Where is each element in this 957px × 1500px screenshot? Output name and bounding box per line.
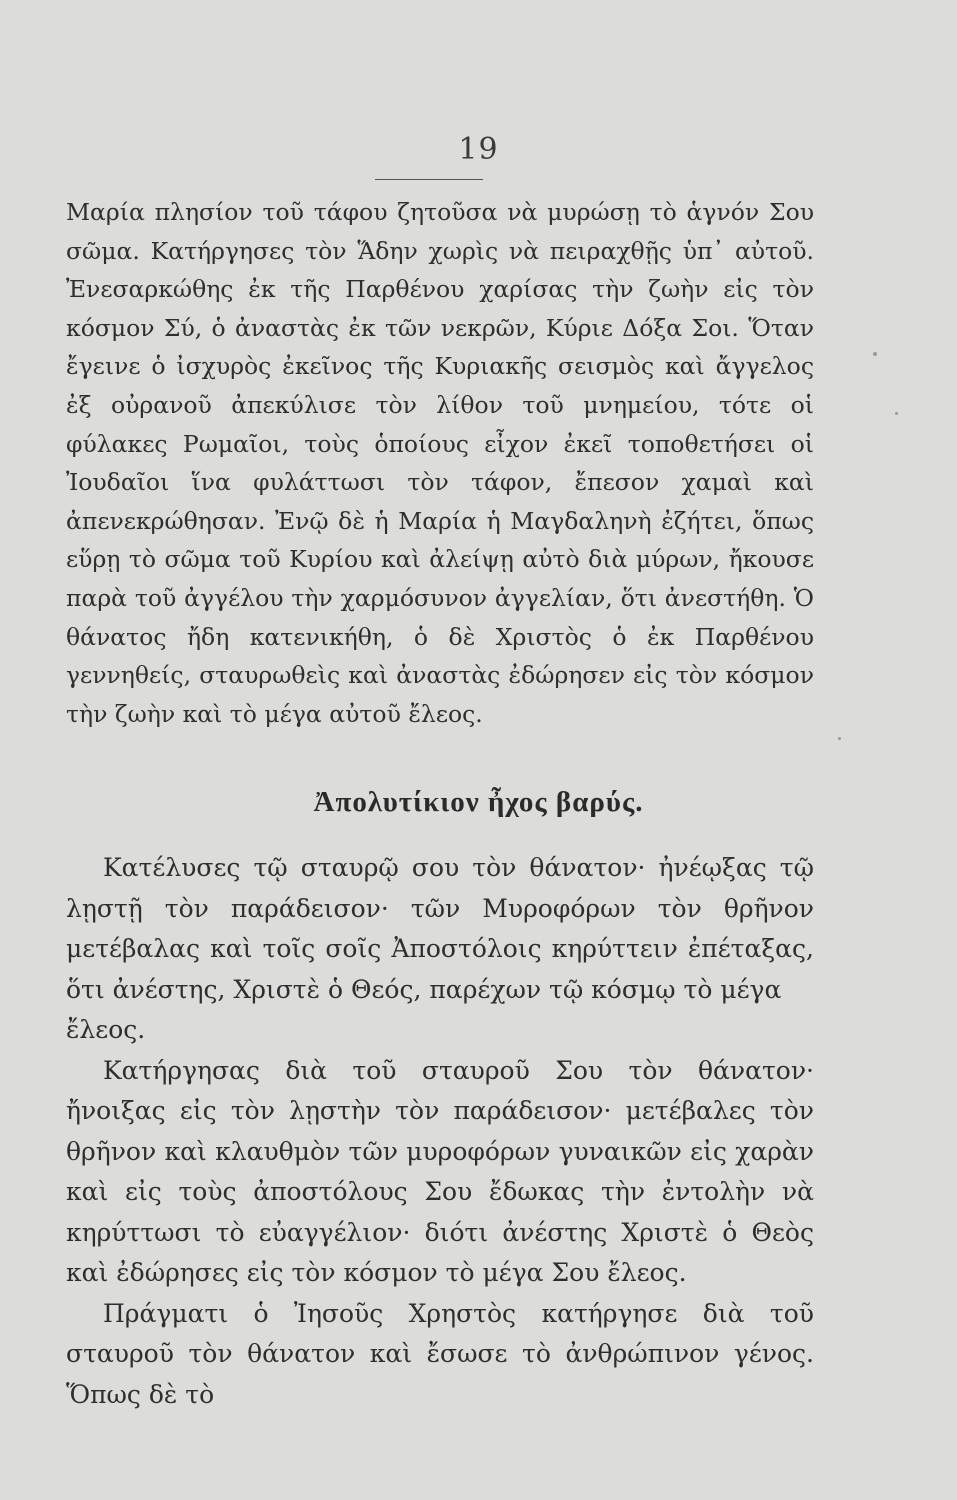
hymn-paragraph: Κατέλυσες τῷ σταυρῷ σου τὸν θάνατον· ἠνέῳξας τῷ λῃστῇ τὸν παράδεισον· τῶν Μυροφόρων τὸν θρῆνον μετέβαλας καὶ τοῖς σοῖς Ἀποστόλοις κηρύττειν ἐπέταξας, ὅτι ἀνέστης, Χριστὲ ὁ Θεός, παρέχων τῷ κόσμῳ τὸ μέγα	[66, 853, 814, 1004]
paraphrase-paragraph: Κατήργησας διὰ τοῦ σταυροῦ Σου τὸν θάνατον· ἤνοιξας εἰς τὸν λῃστὴν τὸν παράδεισον· μετέβαλες τὸν θρῆνον καὶ κλαυθμὸν τῶν μυροφόρων γυναικῶν εἰς χαρὰν καὶ εἰς τοὺς ἀποστόλους Σου ἔδωκας τὴν ἐντολὴν νὰ κηρύττωσι τὸ εὐαγγέλιον· διότι ἀνέστης Χριστὲ ὁ Θεὸς καὶ ἐδώρησες εἰς τὸν κόσμον τὸ μέγα Σου ἔλεος.	[66, 1055, 814, 1287]
page-number: 19	[458, 132, 499, 167]
final-paragraph: Πράγματι ὁ Ἰησοῦς Χρηστὸς κατήργησε διὰ τοῦ σταυροῦ τὸν θάνατον καὶ ἔσωσε τὸ ἀνθρώπινον γένος. Ὅπως δὲ τὸ	[66, 1298, 814, 1409]
paper-speck	[895, 412, 898, 415]
top-paragraph: Μαρία πλησίον τοῦ τάφου ζητοῦσα νὰ μυρώσῃ τὸ ἁγνόν Σου σῶμα. Κατήργησες τὸν Ἅδην χωρὶς νὰ πειραχθῇς ὑπ᾽ αὐτοῦ. Ἐνεσαρκώθης ἐκ τῆς Παρθένου χαρίσας τὴν ζωὴν εἰς τὸν κόσμον Σύ, ὁ ἀναστὰς ἐκ τῶν νεκρῶν, Κύριε Δόξα Σοι. Ὅταν ἔγεινε ὁ ἰσχυρὸς ἐκεῖνος τῆς Κυριακῆς σεισμὸς καὶ ἄγγελος ἐξ οὐρανοῦ ἀπεκύλισε τὸν λίθον τοῦ μνημείου, τότε οἱ φύλακες Ρωμαῖοι, τοὺς ὁποίους εἶχον ἐκεῖ τοποθετήσει οἱ Ἰουδαῖοι ἵνα φυλάττωσι τὸν τάφον, ἔπεσον χαμαὶ καὶ ἀπενεκρώθησαν. Ἐνῷ δὲ ἡ Μαρία ἡ Μαγδαληνὴ ἐζήτει, ὅπως εὕρῃ τὸ σῶμα τοῦ Κυρίου καὶ ἀλείψῃ αὐτὸ διὰ μύρων, ἤκουσε παρὰ τοῦ ἀγγέλου τὴν χαρμόσυνον ἀγγελίαν, ὅτι ἀνεστήθη. Ὁ θάνατος ἤδη κατενικήθη, ὁ δὲ Χριστὸς ὁ ἐκ Παρθένου γεννηθείς, σταυρωθεὶς καὶ ἀναστὰς ἐδώρησεν εἰς τὸν κόσμον τὴν ζωὴν καὶ τὸ μέγα αὐτοῦ ἔλεος.	[66, 198, 814, 728]
page-number-rule	[375, 179, 483, 180]
section-heading: Ἀπολυτίκιον ἦχος βαρύς.	[313, 786, 644, 818]
hymn-last-line: ἔλεος.	[66, 1015, 146, 1044]
paper-speck	[838, 737, 841, 740]
hymn-section	[66, 848, 814, 1415]
paper-speck	[873, 352, 877, 356]
